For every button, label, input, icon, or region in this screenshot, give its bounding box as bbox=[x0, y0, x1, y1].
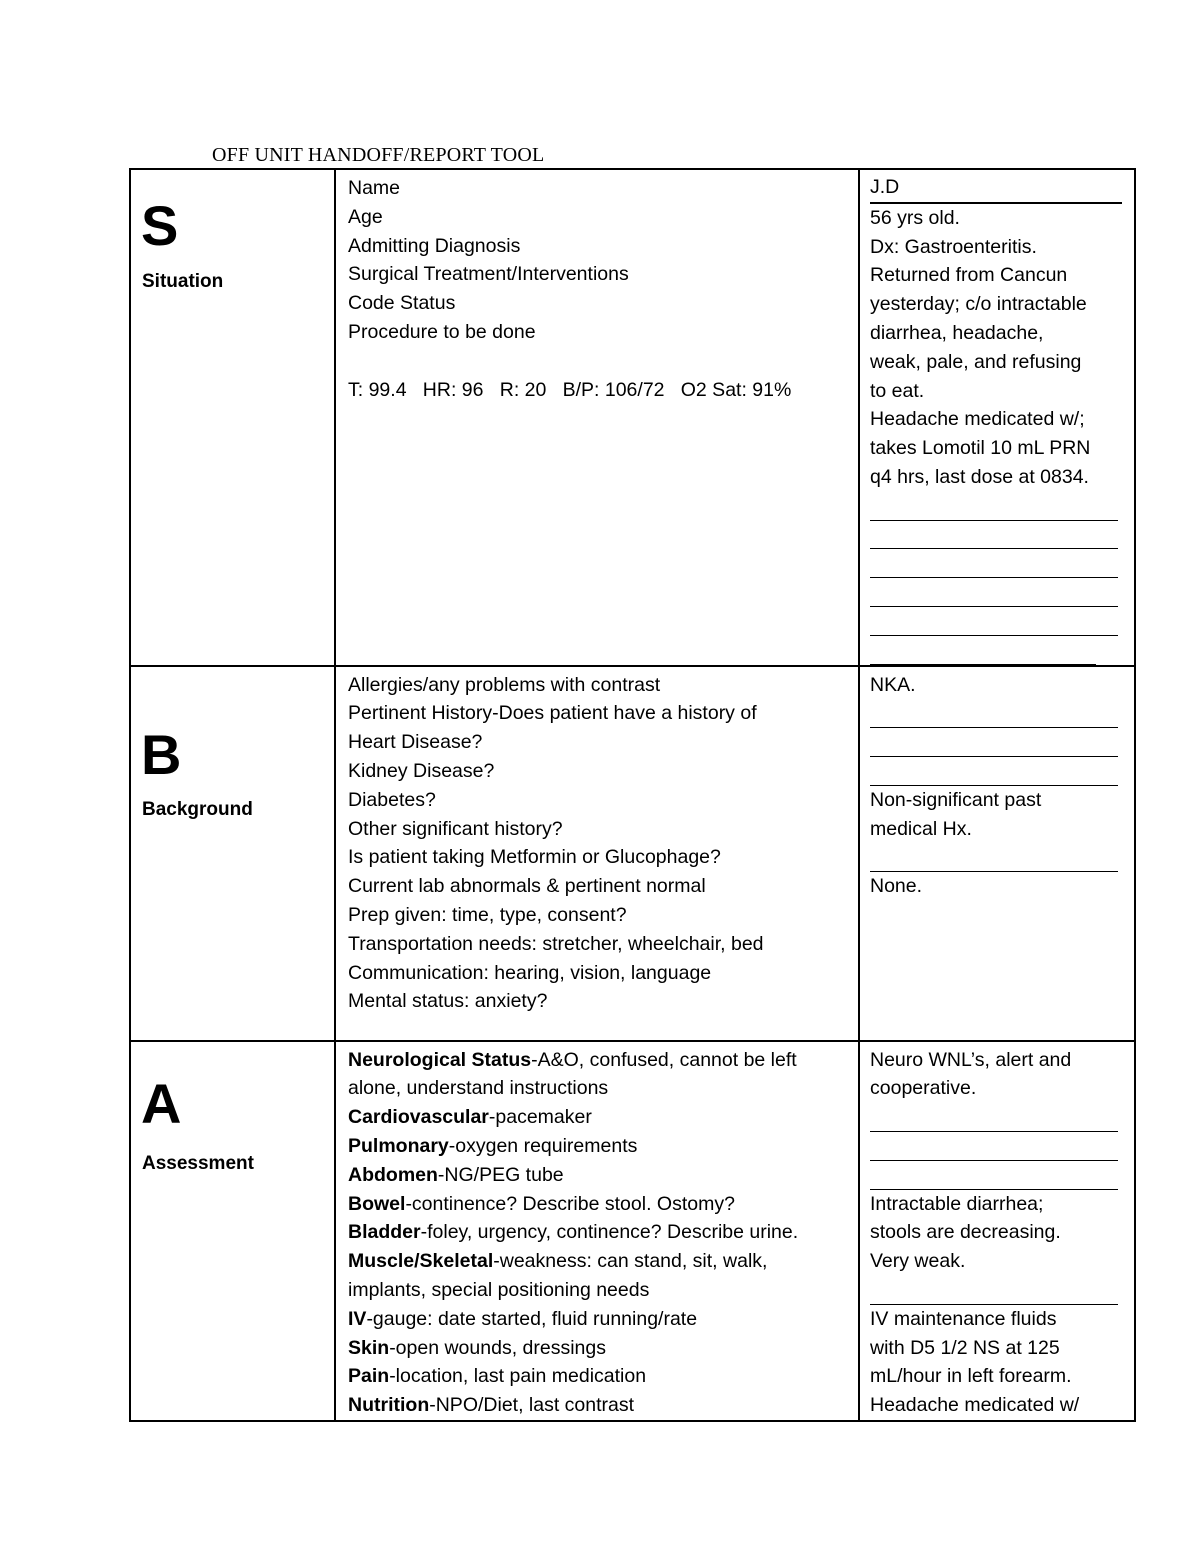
field-code-status: Code Status bbox=[348, 292, 456, 315]
blank-line bbox=[870, 757, 1118, 786]
field-nutrition: Nutrition-NPO/Diet, last contrast bbox=[348, 1394, 635, 1417]
history-value: Non-significant past bbox=[870, 788, 1042, 811]
blank-line bbox=[870, 636, 1096, 665]
vitals-line: T: 99.4 HR: 96 R: 20 B/P: 106/72 O2 Sat: 91% bbox=[348, 378, 792, 401]
background-letter: B bbox=[141, 722, 182, 786]
field-mental-status: Mental status: anxiety? bbox=[348, 990, 548, 1013]
field-pertinent-history: Pertinent History-Does patient have a history of bbox=[348, 702, 757, 725]
blank-line bbox=[870, 521, 1118, 550]
note-line: diarrhea, headache, bbox=[870, 321, 1044, 344]
field-age: Age bbox=[348, 205, 383, 228]
iv-value: Headache medicated w/ bbox=[870, 1394, 1080, 1417]
situation-notes-cell bbox=[859, 169, 1135, 666]
field-bowel: Bowel-continence? Describe stool. Ostomy? bbox=[348, 1192, 735, 1215]
field-muscle-skeletal-cont: implants, special positioning needs bbox=[348, 1278, 650, 1301]
field-labs: Current lab abnormals & pertinent normal bbox=[348, 875, 706, 898]
labs-value: None. bbox=[870, 875, 923, 898]
field-iv: IV-gauge: date started, fluid running/rate bbox=[348, 1307, 698, 1330]
situation-row bbox=[130, 169, 1135, 666]
iv-value: mL/hour in left forearm. bbox=[870, 1365, 1072, 1388]
field-metformin: Is patient taking Metformin or Glucophage? bbox=[348, 846, 721, 869]
blank-line bbox=[870, 1132, 1118, 1161]
iv-value: IV maintenance fluids bbox=[870, 1307, 1057, 1330]
background-fields-cell bbox=[335, 666, 859, 1041]
field-pain: Pain-location, last pain medication bbox=[348, 1365, 647, 1388]
blank-line bbox=[870, 1161, 1118, 1190]
patient-name: J.D bbox=[870, 173, 1122, 204]
neuro-value: Neuro WNL’s, alert and bbox=[870, 1048, 1072, 1071]
situation-label-cell bbox=[130, 169, 335, 666]
field-allergies: Allergies/any problems with contrast bbox=[348, 673, 661, 696]
neuro-value: cooperative. bbox=[870, 1077, 977, 1100]
blank-line bbox=[870, 578, 1118, 607]
allergies-value: NKA. bbox=[870, 673, 916, 696]
situation-label: Situation bbox=[142, 271, 224, 292]
field-skin: Skin-open wounds, dressings bbox=[348, 1336, 606, 1359]
field-surgical-treatment: Surgical Treatment/Interventions bbox=[348, 263, 629, 286]
situation-fields-cell bbox=[335, 169, 859, 666]
assessment-notes-cell bbox=[859, 1041, 1135, 1421]
note-line: Returned from Cancun bbox=[870, 264, 1068, 287]
blank-line bbox=[870, 1276, 1118, 1305]
bowel-value: Intractable diarrhea; bbox=[870, 1192, 1044, 1215]
history-value: medical Hx. bbox=[870, 817, 972, 840]
situation-letter: S bbox=[141, 194, 179, 257]
field-abdomen: Abdomen-NG/PEG tube bbox=[348, 1163, 564, 1186]
field-pulmonary: Pulmonary-oxygen requirements bbox=[348, 1134, 638, 1157]
field-diabetes: Diabetes? bbox=[348, 788, 436, 811]
field-transportation: Transportation needs: stretcher, wheelchair, bed bbox=[348, 932, 764, 955]
assessment-fields-cell bbox=[335, 1041, 859, 1421]
field-prep: Prep given: time, type, consent? bbox=[348, 903, 627, 926]
background-row bbox=[130, 666, 1135, 1041]
field-cardiovascular: Cardiovascular-pacemaker bbox=[348, 1106, 592, 1129]
background-label-cell bbox=[130, 666, 335, 1041]
assessment-label-cell bbox=[130, 1041, 335, 1421]
field-heart-disease: Heart Disease? bbox=[348, 731, 483, 754]
note-line: takes Lomotil 10 mL PRN bbox=[870, 437, 1091, 460]
assessment-label: Assessment bbox=[142, 1152, 254, 1174]
iv-value: with D5 1/2 NS at 125 bbox=[870, 1336, 1060, 1359]
note-line: to eat. bbox=[870, 379, 925, 402]
field-admitting-diagnosis: Admitting Diagnosis bbox=[348, 234, 521, 257]
blank-line bbox=[870, 1103, 1118, 1132]
background-notes-cell bbox=[859, 666, 1135, 1041]
field-bladder: Bladder-foley, urgency, continence? Describe urine. bbox=[348, 1221, 799, 1244]
assessment-letter: A bbox=[141, 1071, 182, 1135]
blank-line bbox=[870, 549, 1118, 578]
assessment-row bbox=[130, 1041, 1135, 1421]
blank-line bbox=[870, 492, 1118, 521]
blank-line bbox=[870, 607, 1118, 636]
sbar-table bbox=[129, 168, 1136, 1422]
field-neuro: Neurological Status-A&O, confused, cannot be left bbox=[348, 1048, 797, 1071]
note-line: Dx: Gastroenteritis. bbox=[870, 235, 1037, 258]
field-other-history: Other significant history? bbox=[348, 817, 563, 840]
note-line: yesterday; c/o intractable bbox=[870, 293, 1087, 316]
bowel-value: stools are decreasing. bbox=[870, 1221, 1061, 1244]
blank-line bbox=[870, 843, 1118, 872]
field-muscle-skeletal: Muscle/Skeletal-weakness: can stand, sit, walk, bbox=[348, 1250, 768, 1273]
note-line: 56 yrs old. bbox=[870, 206, 960, 229]
bowel-value: Very weak. bbox=[870, 1250, 966, 1273]
note-line: Headache medicated w/; bbox=[870, 408, 1085, 431]
field-kidney-disease: Kidney Disease? bbox=[348, 759, 495, 782]
field-name: Name bbox=[348, 177, 401, 199]
field-procedure: Procedure to be done bbox=[348, 320, 536, 343]
blank-line bbox=[870, 699, 1118, 728]
blank-line bbox=[870, 728, 1118, 757]
note-line: q4 hrs, last dose at 0834. bbox=[870, 465, 1089, 488]
background-label: Background bbox=[142, 798, 253, 820]
note-line: weak, pale, and refusing bbox=[870, 350, 1082, 373]
field-neuro-cont: alone, understand instructions bbox=[348, 1077, 609, 1100]
page-title: OFF UNIT HANDOFF/REPORT TOOL bbox=[212, 144, 545, 166]
field-communication: Communication: hearing, vision, language bbox=[348, 961, 712, 984]
